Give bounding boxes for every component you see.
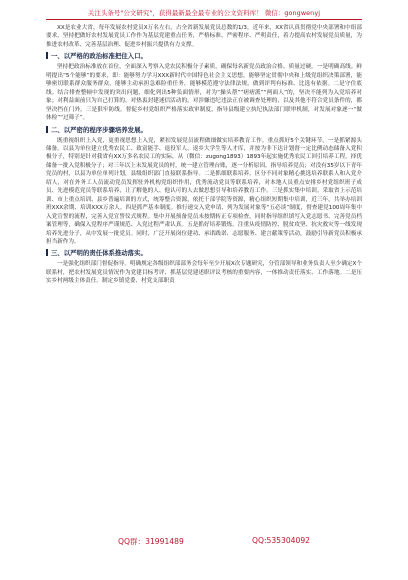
section-heading-3 (46, 249, 362, 258)
document-body (46, 24, 362, 286)
section-heading-1 (46, 52, 362, 61)
footer-qq-group: QQ群：31991489 (118, 537, 184, 546)
section-marker-icon (46, 126, 48, 133)
section-heading-text: 二、以严密的程序步骤培养发展。 (51, 125, 147, 134)
header-divider (46, 19, 362, 20)
intro-paragraph: XX是农业大省，每年发展农村党员X万名左右，占全省新发展党员总数的1/3。近年来，XX省认真贯彻党中央部署和中组部要求，坚持把做好农村发展党员工作作为基层党建重点任务，严格标准、严密程序、严明责任，着力提高农村发展党员质量，为推进农村改革、完善基层治理、促进乡村振兴提供有力支撑。 (46, 25, 362, 48)
section-3-paragraph: 一是强化组织部门督促指导。明确规定各级组织部部务会每年至少开展X次专题研究，分管部领导和业务负责人至少确定X个联系村，把农村发展党员情况作为党建目标考评、抓基层党建述职评议考核的重要内容，一体推动责任落实、工作落地。二是压实乡村两级主体责任。制定乡镇党委、村党支部职责 (46, 261, 362, 285)
section-heading-text: 一、以严格的政治标准把住入口。 (51, 52, 147, 61)
section-marker-icon (46, 249, 48, 256)
header-banner: 关注头条号"公文研究"，获得最新最全最专业的公文资料库！ 微信：gongwenyj (87, 9, 321, 17)
footer-qq-number: QQ:535304092 (252, 536, 310, 545)
section-heading-2 (46, 126, 362, 135)
section-1-paragraph: 坚持把政治标准放在首位，全面深入考察入党农民积极分子素质，确保每名新党员政治合格、质量过硬。一是明确高线。鲜明提出“5个能够”的要求，即：能够努力学习XXX新时代中国特色社会主义思想，能够坚定贯彻中央和上级党组织决策部署，能够密切联系群众服务群众，能够主动承担急难险重任务，能够模范遵守法律法规，做到评判有标准、比选有依据。二是守住底线。结合排查整顿中发现的突出问题，细化列出5种负面情形，对为“操头帮”“痞痞派”“两面人”的，坚决不能列为入党培养对象；对利益面前只为自己打算的，对热衷封建迷信活动的，对涉嫌违纪违法正在被调查处理的，以及其他不符合党员条件的，都坚决挡在门外。三是狠牢防线。督促乡村党组织严格落实政审制度，指导县级建立执纪执法部门联审机制，对发展对象逐一“做体检”“过筛子”。 (46, 64, 362, 122)
section-2-paragraph: 既重视组织上入党，更重视思想上入党，紧扣发展党员流程做细做实培养教育工作。重点抓好5个关键环节。一是抓紧源头储备。以县为单位建立优秀农民工、致富能手、退役军人、返乡大学生等人才库，并按为非下达计划督一定比例动态储备入党积极分子，特别是针对我省有XX万多名农民工的实际，从（微信：zugong1893）1893年起实施优秀农民工回引培养工程，择优储备一批入党积极分子；对三年以上未发展党员的村，统一建立管理台账，逐一分析原因，指导培养党员；对没有35岁以下青年党员的村，以县为单位单列计划，县级组织部门直接联系指导。二是抓细联系培养。区分不同对象精心挑选培养联系人和入党介绍人，对在外务工人员流动党员发挥驻外机构党组织作用，优秀流动党员等联系培养，对本地人员重点安排乡村党组织班子成员、先进模范党员等联系培养，让了解他的人、他认可的人去做思想引导和培养教育工作。三是抓实集中培训。采取省上示范培训、市上重点培训、县乡普遍培训的方式，统筹整合资源，依托干部学院等资源，精心组织短期集中培训，近三年，共举办培训班XXX余期、培训XXX万余人。四是抓严基本制度。推行递交入党申请、列为发展对象等“五必谈”制度，督查建党100周年集中入党宣誓的流程，完善入党宣誓仪式规程。集中开展预备党员未按期转正专项检查，同时指导组织填写入党志愿书、完善党员档案管理等，确保入党程序严谨规范、入党过程严肃认真。五是抓好培养锻炼。注重从疫情防控、脱贫攻坚、抗灾救灾等一线发现培养先进分子，从中发展一批党员。同时，广泛开展岗位建功、承诺践诺、志愿服务、建言献策等活动，鼓励引导新党员积极承担当新作为。 (46, 137, 362, 245)
section-heading-text: 三、以严明的责任体系推动落实。 (51, 249, 147, 258)
section-marker-icon (46, 52, 48, 59)
